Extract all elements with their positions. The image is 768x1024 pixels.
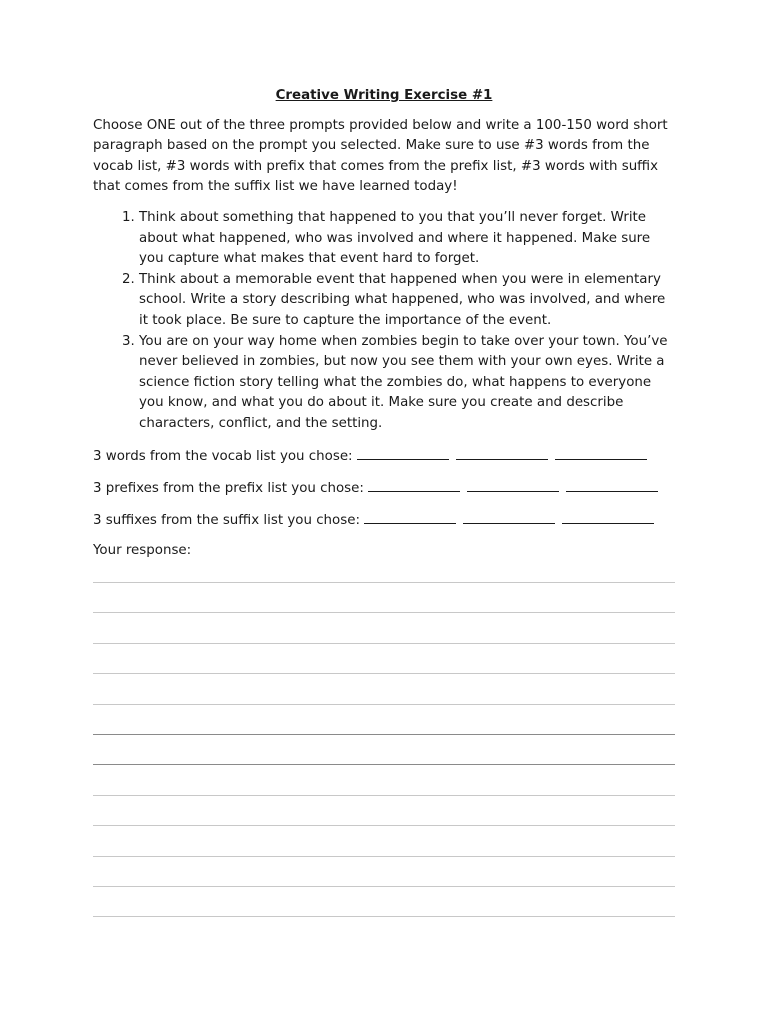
writing-line <box>93 673 675 674</box>
writing-line <box>93 825 675 826</box>
worksheet <box>93 86 675 561</box>
writing-line <box>93 734 675 735</box>
writing-line <box>93 643 675 644</box>
prompt-item-3: 3. You are on your way home when zombies begin to take over your town. You’ve never believed in zombies, but now you see them with your own eyes. Write a science fiction story telling what the zombies do, what happens to everyone you know, and what you do about it. Make sure you create and describe characters, conflict, and the setting. <box>139 332 675 435</box>
writing-line <box>93 612 675 613</box>
prefix-blank-2[interactable] <box>467 477 559 492</box>
vocab-words-field <box>93 445 675 468</box>
vocab-blank-1[interactable] <box>357 445 449 460</box>
suffix-blank-3[interactable] <box>562 509 654 524</box>
vocab-blank-3[interactable] <box>555 445 647 460</box>
prompt-item-1: 1. Think about something that happened to you that you’ll never forget. Write about what happened, who was involved and where it happened. Make sure you capture what makes that event hard to forget. <box>139 208 675 270</box>
response-label: Your response: <box>93 542 192 558</box>
prefix-field <box>93 477 675 500</box>
writing-line <box>93 916 675 917</box>
vocab-words-label: 3 words from the vocab list you chose: <box>93 448 353 464</box>
suffix-field <box>93 509 675 532</box>
writing-line <box>93 704 675 705</box>
writing-line <box>93 856 675 857</box>
prefix-blank-3[interactable] <box>566 477 658 492</box>
instructions-paragraph: Choose ONE out of the three prompts provided below and write a 100-150 word short paragraph based on the prompt you selected. Make sure to use #3 words from the vocab list, #3 words with prefix that comes from the prefix list, #3 words with suffix that comes from the suffix list we have learned today! <box>93 117 668 195</box>
prefix-label: 3 prefixes from the prefix list you chose: <box>93 480 364 496</box>
writing-line <box>93 582 675 583</box>
writing-line <box>93 886 675 887</box>
response-writing-area[interactable] <box>93 582 675 947</box>
suffix-blank-2[interactable] <box>463 509 555 524</box>
writing-line <box>93 795 675 796</box>
worksheet-title: Creative Writing Exercise #1 <box>275 88 493 103</box>
suffix-blank-1[interactable] <box>364 509 456 524</box>
writing-line <box>93 764 675 765</box>
prompt-list <box>93 208 675 435</box>
suffix-label: 3 suffixes from the suffix list you chose: <box>93 512 360 528</box>
vocab-blank-2[interactable] <box>456 445 548 460</box>
prefix-blank-1[interactable] <box>368 477 460 492</box>
prompt-item-2: 2. Think about a memorable event that happened when you were in elementary school. Write a story describing what happened, who was involved, and where it took place. Be sure to capture the importance of the event. <box>139 270 675 332</box>
